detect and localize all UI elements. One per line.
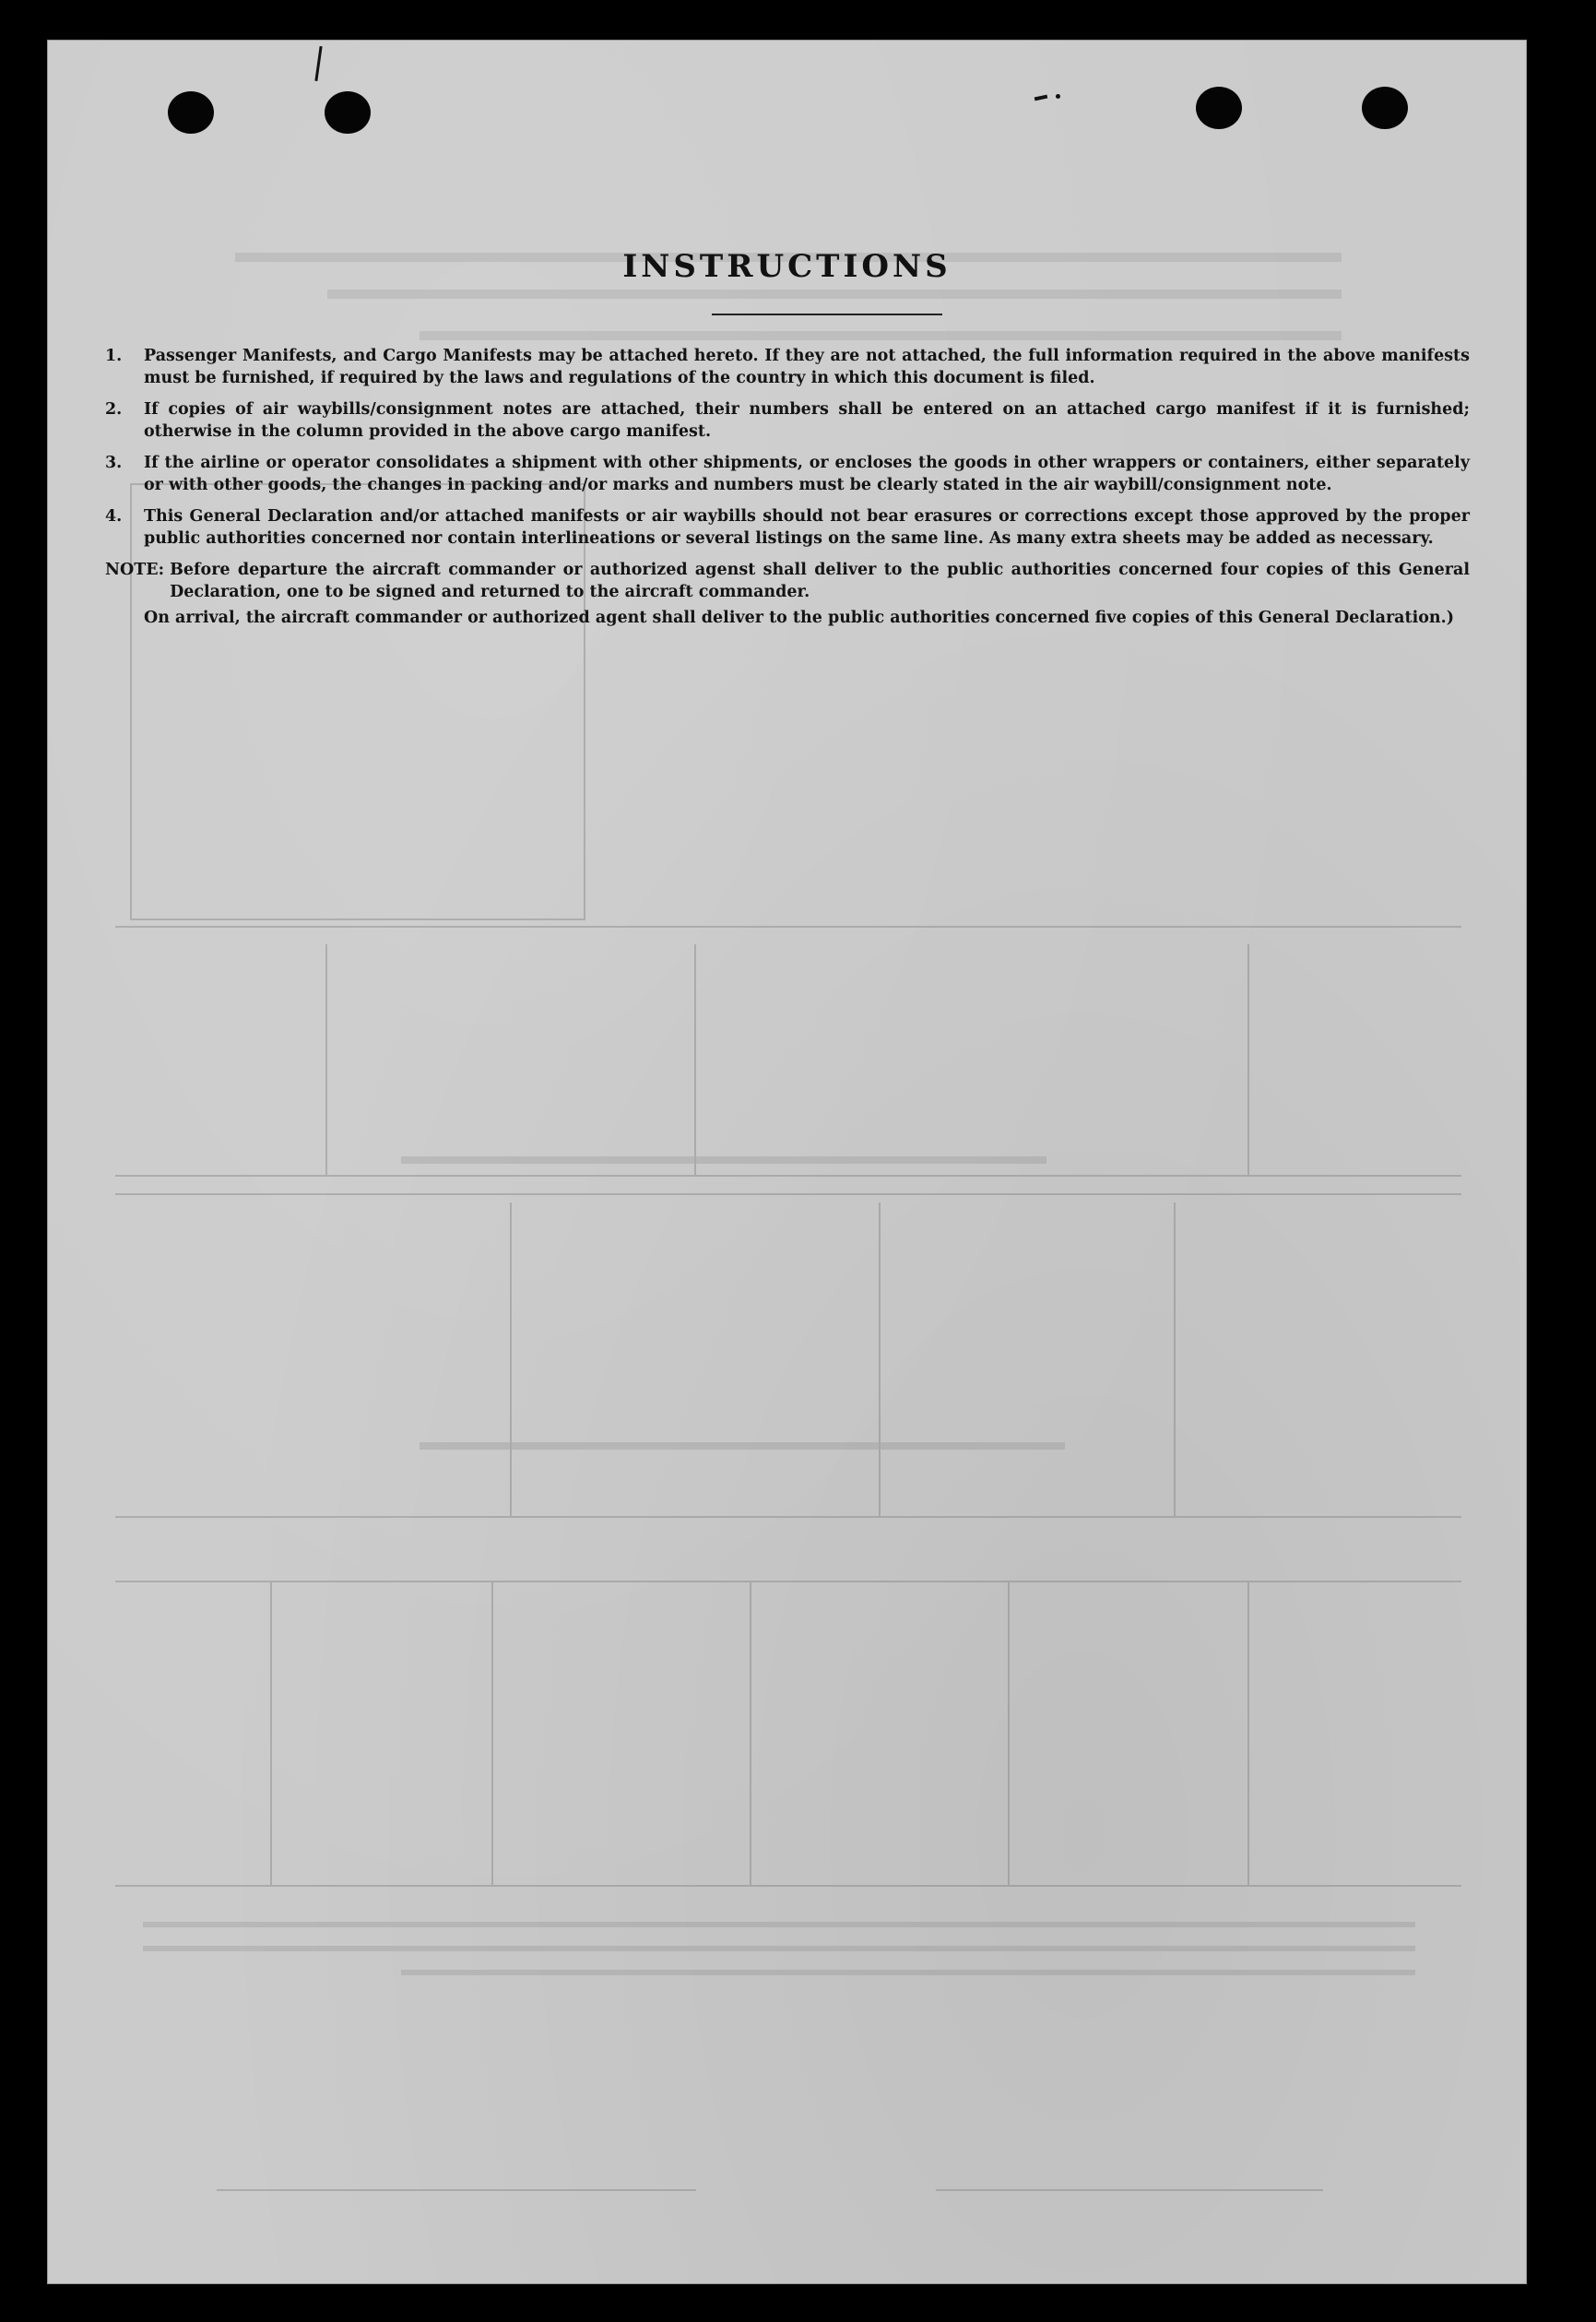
note-paragraph [105, 559, 1470, 603]
ghost-rule-4 [115, 1516, 1461, 1518]
ghost-text-line-2 [143, 1946, 1415, 1951]
ghost-col-9 [1247, 944, 1249, 1175]
ghost-rule-3 [115, 1193, 1461, 1195]
ghost-col-2 [1008, 1581, 1010, 1885]
instruction-text-3: If the airline or operator consolidates a shipment with other shipments, or encloses the goods in other wrappers or containers, either separately or with other goods, the changes in packing and/or marks and numbers must be clearly stated in the air waybill/consignment note. [144, 454, 1470, 494]
ghost-text-line-3 [401, 1970, 1415, 1975]
ghost-text-line-4 [420, 1442, 1065, 1450]
pen-mark-3 [1056, 94, 1060, 99]
ghost-col-1 [1247, 1581, 1249, 1885]
punch-hole-1 [168, 91, 214, 134]
instructions-heading: INSTRUCTIONS [622, 248, 952, 285]
ghost-sig-line-2 [217, 2189, 696, 2191]
ghost-col-6 [1174, 1202, 1176, 1516]
instruction-item-3 [105, 452, 1470, 496]
ghost-col-11 [325, 944, 327, 1175]
punch-hole-2 [325, 91, 371, 134]
instruction-text-2: If copies of air waybills/consignment notes are attached, their numbers shall be entered on an attached cargo manifest if it is furnished; otherwise in the column provided in the above cargo manifest. [144, 400, 1470, 441]
ghost-text-line-5 [401, 1156, 1046, 1164]
instruction-number-3: 3. [105, 454, 123, 472]
instruction-number-2: 2. [105, 400, 123, 419]
instructions-list [105, 345, 1470, 629]
ghost-text-line-1 [143, 1922, 1415, 1927]
instruction-number-1: 1. [105, 347, 123, 365]
ghost-rule-6 [115, 1885, 1461, 1887]
note-arrival-text: On arrival, the aircraft commander or authorized agent shall deliver to the public authorities concerned five copies of this General Declaration.) [144, 609, 1455, 627]
instruction-item-2 [105, 398, 1470, 443]
instruction-number-4: 4. [105, 507, 123, 526]
instruction-item-1 [105, 345, 1470, 389]
instruction-item-4 [105, 505, 1470, 550]
heading-underline [712, 314, 942, 315]
ghost-col-8 [510, 1202, 512, 1516]
ghost-col-4 [491, 1581, 493, 1885]
ghost-col-5 [270, 1581, 272, 1885]
note-text: Before departure the aircraft commander or authorized agenst shall deliver to the public authorities concerned four copies of this General Declaration, one to be signed and returned to the aircraft commander. [170, 561, 1470, 601]
document-page [48, 41, 1526, 2283]
ghost-rule-2 [115, 1175, 1461, 1177]
ghost-col-10 [694, 944, 696, 1175]
ghost-text-line-7 [327, 290, 1342, 299]
instruction-text-1: Passenger Manifests, and Cargo Manifests may be attached hereto. If they are not attached, the full information required in the above manifests must be furnished, if required by the laws and regulations of the country in which this document is filed. [144, 347, 1470, 387]
ghost-col-3 [750, 1581, 751, 1885]
ghost-sig-line-1 [936, 2189, 1323, 2191]
punch-hole-3 [1196, 87, 1242, 129]
ghost-rule-5 [115, 1581, 1461, 1582]
ghost-col-7 [879, 1202, 881, 1516]
ghost-text-line-8 [420, 331, 1342, 340]
instruction-text-4: This General Declaration and/or attached manifests or air waybills should not bear erasures or corrections except those approved by the proper public authorities concerned nor contain interlineations or several listings on the same line. As many extra sheets may be added as necessary. [144, 507, 1470, 548]
note-label: NOTE: [105, 561, 165, 579]
punch-hole-4 [1362, 87, 1408, 129]
ghost-rule-1 [115, 926, 1461, 928]
